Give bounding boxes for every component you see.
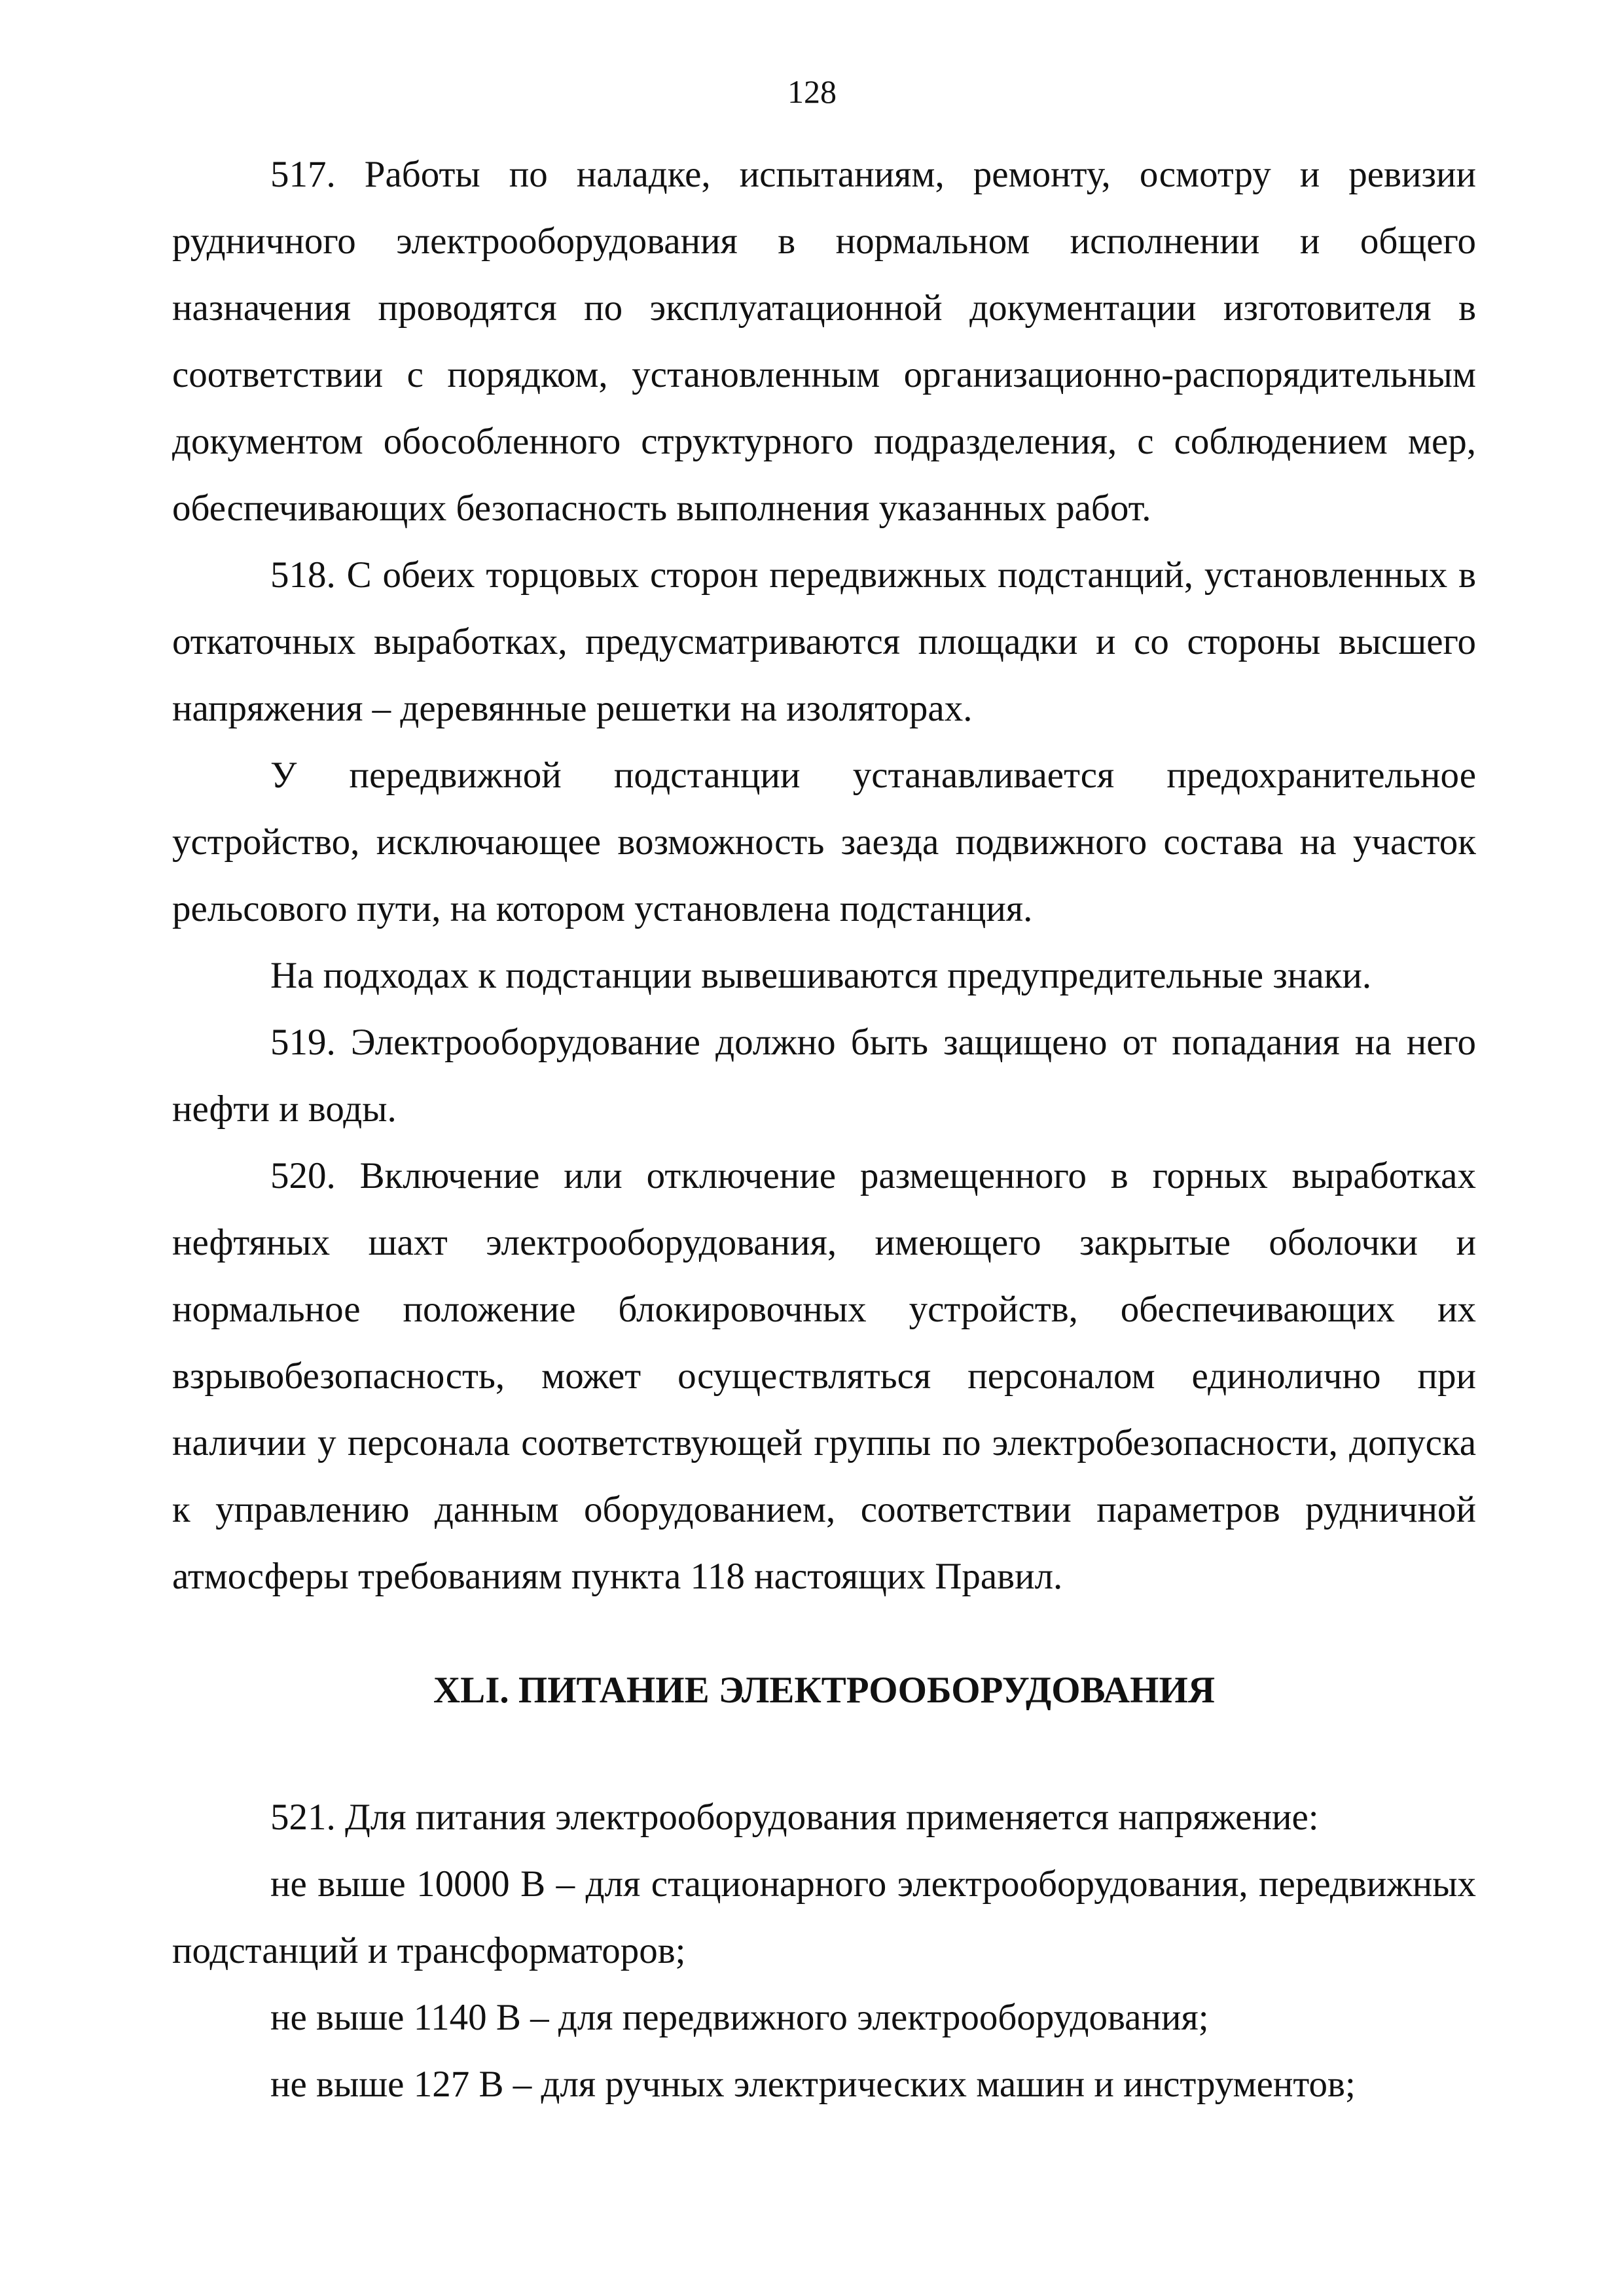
section-text-block xyxy=(172,1784,1476,2118)
page-number: 128 xyxy=(787,73,837,110)
paragraph-518-warning-signs: На подходах к подстанции вывешиваются предупредительные знаки. xyxy=(270,955,1372,996)
section-heading-block xyxy=(172,1657,1476,1724)
paragraph-520: 520. Включение или отключение размещенного в горных выработках нефтяных шахт электрооборудования, имеющего закрытые оболочки и нормальное положение блокировочных устройств, обеспечивающих их взрывобезопасность, может осуществляться персоналом единолично при наличии у персонала соответствующей группы по электробезопасности, допуска к управлению данным оборудованием, соответствии параметров рудничной атмосферы требованиям пункта 118 настоящих Правил. xyxy=(172,1155,1476,1597)
voltage-item-127v: не выше 127 В – для ручных электрических машин и инструментов; xyxy=(270,2064,1356,2105)
paragraph-521: 521. Для питания электрооборудования применяется напряжение: xyxy=(270,1797,1319,1838)
paragraph-519: 519. Электрооборудование должно быть защищено от попадания на него нефти и воды. xyxy=(172,1022,1476,1130)
voltage-item-10000v: не выше 10000 В – для стационарного электрооборудования, передвижных подстанций и трансформаторов; xyxy=(172,1863,1476,1971)
paragraph-518-substation-device: У передвижной подстанции устанавливается предохранительное устройство, исключающее возможность заезда подвижного состава на участок рельсового пути, на котором установлена подстанция. xyxy=(172,755,1476,929)
paragraph-517: 517. Работы по наладке, испытаниям, ремонту, осмотру и ревизии рудничного электрооборудования в нормальном исполнении и общего назначения проводятся по эксплуатационной документации изготовителя в соответствии с порядком, установленным организационно-распорядительным документом обособленного структурного подразделения, с соблюдением мер, обеспечивающих безопасность выполнения указанных работ. xyxy=(172,154,1476,529)
voltage-item-1140v: не выше 1140 В – для передвижного электрооборудования; xyxy=(270,1997,1209,2038)
body-text-block xyxy=(172,141,1476,1610)
paragraph-518: 518. С обеих торцовых сторон передвижных подстанций, установленных в откаточных выработках, предусматриваются площадки и со стороны высшего напряжения – деревянные решетки на изоляторах. xyxy=(172,554,1476,729)
section-heading: XLI. ПИТАНИЕ ЭЛЕКТРООБОРУДОВАНИЯ xyxy=(433,1670,1215,1711)
